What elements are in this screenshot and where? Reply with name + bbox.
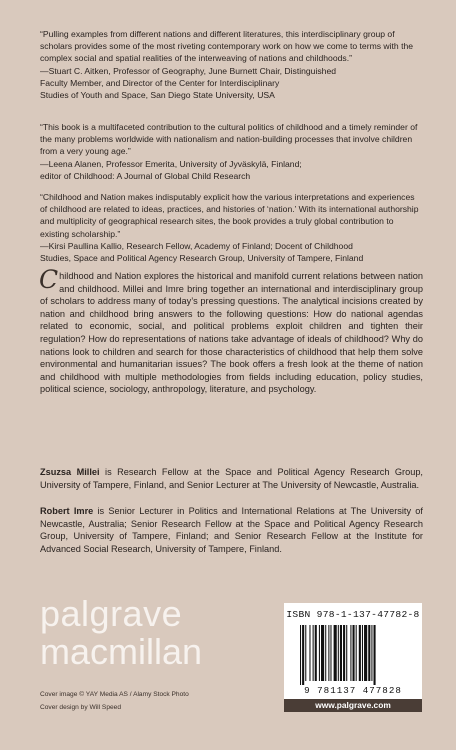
- author-name: Robert Imre: [40, 506, 94, 516]
- cover-credits: [40, 688, 189, 714]
- barcode-box: [284, 603, 422, 699]
- barcode-graphic: [298, 625, 408, 685]
- quote-attribution: —Stuart C. Aitken, Professor of Geography, June Burnett Chair, Distinguished: [40, 65, 336, 76]
- quote-attribution: Faculty Member, and Director of the Center for Interdisciplinary: [40, 77, 280, 88]
- barcode-number: 9 781137 477828: [304, 685, 402, 696]
- cover-design-credit: Cover design by Will Speed: [40, 704, 121, 711]
- author-bio-imre: [40, 505, 423, 555]
- quote-text: “Pulling examples from different nations and different literatures, this interdisciplinary group of scholars provides some of the most riveting contemporary work on how we come to terms with the complex social and spatial realities of the interweaving of nations and childhoods.”: [40, 29, 414, 64]
- quote-attribution: editor of Childhood: A Journal of Global Child Research: [40, 170, 251, 181]
- quote-attribution: —Leena Alanen, Professor Emerita, University of Jyväskylä, Finland;: [40, 158, 302, 169]
- drop-cap: C: [39, 265, 59, 294]
- author-bio-millei: [40, 466, 423, 491]
- quote-1: [40, 28, 422, 101]
- quote-text: “This book is a multifaceted contribution to the cultural politics of childhood and a timely reminder of the many problems worldwide with nationalism and nation-building processes that involve children from a very young age.”: [40, 122, 418, 157]
- logo-line-palgrave: palgrave: [40, 593, 183, 634]
- quote-text: “Childhood and Nation makes indisputably explicit how the various interpretations and experiences of childhood are related to ideas, practices, and histories of ‘nation.’ With its international authorship and multiplicity of geographical research sites, the book provides a truly global contribution to existing scholarship.”: [40, 192, 419, 239]
- quote-3: [40, 191, 422, 264]
- isbn-label: ISBN 978-1-137-47782-8: [286, 609, 420, 620]
- logo-line-macmillan: macmillan: [40, 631, 203, 672]
- description-text: hildhood and Nation explores the historical and manifold current relations between nation and childhood. Millei and Imre bring together an international and interdisciplinary group of scholars to address many of today’s pressing questions. The analytical incisions created by nation and childhood bring answers to the following questions: How do national agendas related to economic, social, and political problems exploit children and tighten their regulation? How do representations of nations take advantage of ideals of childhood? Why do nations look to children and search for those characteristics of childhood that help them solve environmental and humanitarian issues? The book offers a fresh look at the theme of nation and childhood with multiple methodologies from fields including education, policy studies, political science, sociology, anthropology, literature, and psychology.: [40, 271, 423, 395]
- publisher-url[interactable]: www.palgrave.com: [284, 699, 422, 712]
- quote-attribution: —Kirsi Paullina Kallio, Research Fellow, Academy of Finland; Docent of Childhood: [40, 240, 353, 251]
- publisher-logo: [40, 593, 203, 672]
- author-bio-text: is Research Fellow at the Space and Political Agency Research Group, University of Tampere, Finland, and Senior Lecturer at The University of Newcastle, Australia.: [40, 467, 423, 490]
- quote-attribution: Studies, Space and Political Agency Research Group, University of Tampere, Finland: [40, 253, 364, 264]
- book-description: [39, 265, 423, 396]
- author-name: Zsuzsa Millei: [40, 467, 100, 477]
- quote-attribution: Studies of Youth and Space, San Diego State University, USA: [40, 90, 275, 101]
- cover-image-credit: Cover image © YAY Media AS / Alamy Stock Photo: [40, 691, 189, 698]
- author-bio-text: is Senior Lecturer in Politics and International Relations at The University of Newcastle, Australia; Senior Research Fellow at the Space and Political Agency Research Group, University of Tampere, Finland; and Senior Research Fellow at the Institute for Advanced Social Research, University of Tampere, Finland.: [40, 506, 423, 554]
- quote-2: [40, 121, 422, 182]
